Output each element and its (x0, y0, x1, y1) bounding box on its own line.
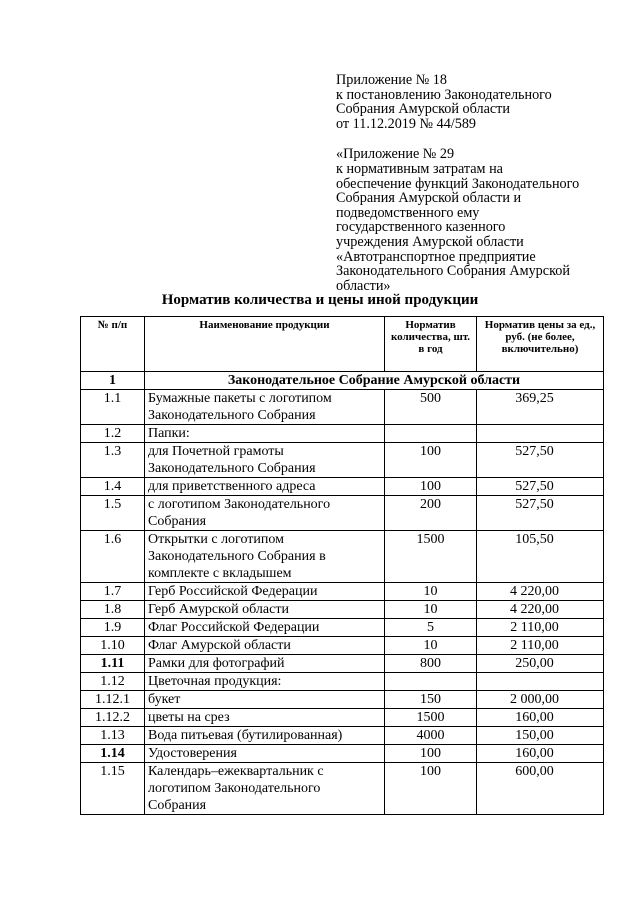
cell-qty: 5 (385, 619, 477, 637)
annex-line: Законодательного Собрания Амурской (336, 263, 570, 280)
annex-line: Собрания Амурской области (336, 101, 510, 118)
annex-line: к постановлению Законодательного (336, 86, 552, 103)
cell-name: Цветочная продукция: (145, 673, 385, 691)
cell-price: 250,00 (477, 655, 604, 673)
cell-name: для приветственного адреса (145, 478, 385, 496)
cell-name: для Почетной грамоты Законодательного Собрания (145, 443, 385, 478)
cell-price: 2 110,00 (477, 619, 604, 637)
cell-price: 4 220,00 (477, 601, 604, 619)
cell-name: Флаг Амурской области (145, 637, 385, 655)
cell-num: 1.5 (81, 496, 145, 531)
cell-qty (385, 425, 477, 443)
cell-num: 1.15 (81, 763, 145, 815)
cell-qty: 800 (385, 655, 477, 673)
cell-num: 1.8 (81, 601, 145, 619)
cell-price: 160,00 (477, 745, 604, 763)
table-row (81, 425, 604, 443)
annex-line: «Автотранспортное предприятие (336, 248, 536, 265)
cell-qty: 100 (385, 443, 477, 478)
table-row (81, 763, 604, 815)
cell-num: 1.6 (81, 531, 145, 583)
table-row (81, 478, 604, 496)
section-row (81, 372, 604, 390)
cell-qty: 10 (385, 583, 477, 601)
page-title: Норматив количества и цены иной продукции (161, 292, 479, 308)
table-row (81, 637, 604, 655)
cell-price: 150,00 (477, 727, 604, 745)
cell-num: 1.12 (81, 673, 145, 691)
table-row (81, 709, 604, 727)
cell-num: 1.13 (81, 727, 145, 745)
cell-name: Открытки с логотипом Законодательного Собрания в комплекте с вкладышем (145, 531, 385, 583)
cell-qty: 10 (385, 637, 477, 655)
cell-price: 105,50 (477, 531, 604, 583)
cell-name: Папки: (145, 425, 385, 443)
cell-price (477, 673, 604, 691)
annex-line: Приложение № 18 (336, 72, 447, 88)
table-row (81, 691, 604, 709)
cell-qty: 150 (385, 691, 477, 709)
cell-num: 1.14 (81, 745, 145, 763)
norms-table (80, 316, 604, 815)
cell-num: 1.11 (81, 655, 145, 673)
cell-name: Бумажные пакеты с логотипом Законодательного Собрания (145, 390, 385, 425)
cell-num: 1.4 (81, 478, 145, 496)
cell-num: 1.12.2 (81, 709, 145, 727)
cell-name: Флаг Российской Федерации (145, 619, 385, 637)
cell-qty: 100 (385, 478, 477, 496)
table-row (81, 390, 604, 425)
cell-price: 2 000,00 (477, 691, 604, 709)
header-price: Норматив цены за ед., руб. (не более, включительно) (477, 317, 604, 372)
annex-line: к нормативным затратам на (336, 160, 503, 177)
cell-qty: 10 (385, 601, 477, 619)
cell-name: Герб Амурской области (145, 601, 385, 619)
cell-price: 2 110,00 (477, 637, 604, 655)
annex-line: области» (336, 277, 391, 294)
table-row (81, 655, 604, 673)
cell-price: 600,00 (477, 763, 604, 815)
table-row (81, 496, 604, 531)
cell-num: 1.9 (81, 619, 145, 637)
cell-name: Герб Российской Федерации (145, 583, 385, 601)
cell-qty: 100 (385, 745, 477, 763)
annex-block (336, 73, 626, 293)
header-qty: Норматив количества, шт. в год (385, 317, 477, 372)
cell-num: 1.12.1 (81, 691, 145, 709)
header-num: № п/п (81, 317, 145, 372)
table-header-row (81, 317, 604, 372)
cell-qty (385, 673, 477, 691)
table-row (81, 583, 604, 601)
annex-line: обеспечение функций Законодательного (336, 175, 580, 192)
cell-price: 369,25 (477, 390, 604, 425)
spacer (336, 131, 626, 147)
cell-num: 1.1 (81, 390, 145, 425)
section-name: Законодательное Собрание Амурской области (145, 372, 604, 390)
cell-name: Удостоверения (145, 745, 385, 763)
table-row (81, 601, 604, 619)
cell-name: Календарь–ежеквартальник с логотипом Законодательного Собрания (145, 763, 385, 815)
table-row (81, 443, 604, 478)
cell-price: 527,50 (477, 443, 604, 478)
table-row (81, 745, 604, 763)
table-row (81, 619, 604, 637)
section-num: 1 (81, 372, 145, 390)
table-row (81, 673, 604, 691)
cell-price: 527,50 (477, 478, 604, 496)
cell-name: букет (145, 691, 385, 709)
table-row (81, 531, 604, 583)
cell-num: 1.10 (81, 637, 145, 655)
annex-line: государственного казенного (336, 219, 506, 236)
cell-name: с логотипом Законодательного Собрания (145, 496, 385, 531)
cell-name: Вода питьевая (бутилированная) (145, 727, 385, 745)
table-row (81, 727, 604, 745)
cell-qty: 1500 (385, 531, 477, 583)
annex-line: подведомственного ему (336, 204, 480, 221)
cell-qty: 200 (385, 496, 477, 531)
cell-name: цветы на срез (145, 709, 385, 727)
cell-qty: 1500 (385, 709, 477, 727)
cell-price (477, 425, 604, 443)
cell-qty: 500 (385, 390, 477, 425)
annex-line: от 11.12.2019 № 44/589 (336, 115, 477, 132)
cell-num: 1.3 (81, 443, 145, 478)
annex-line: «Приложение № 29 (336, 146, 455, 163)
cell-num: 1.7 (81, 583, 145, 601)
cell-price: 527,50 (477, 496, 604, 531)
cell-price: 160,00 (477, 709, 604, 727)
cell-qty: 100 (385, 763, 477, 815)
cell-name: Рамки для фотографий (145, 655, 385, 673)
cell-qty: 4000 (385, 727, 477, 745)
cell-price: 4 220,00 (477, 583, 604, 601)
cell-num: 1.2 (81, 425, 145, 443)
header-name: Наименование продукции (145, 317, 385, 372)
annex-line: Собрания Амурской области и (336, 190, 522, 207)
annex-line: учреждения Амурской области (336, 233, 524, 250)
